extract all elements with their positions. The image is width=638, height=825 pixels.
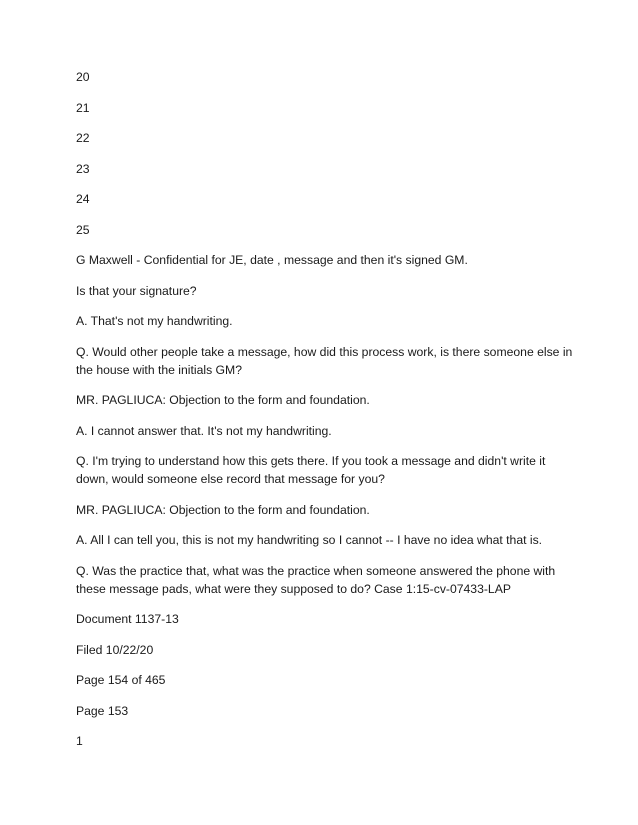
transcript-statement: G Maxwell - Confidential for JE, date , message and then it's signed GM.	[76, 253, 468, 267]
transcript-objection: MR. PAGLIUCA: Objection to the form and foundation.	[76, 502, 370, 517]
line-number-20: 20	[76, 70, 90, 84]
page-number: Page 153	[76, 703, 129, 718]
line-number-25: 25	[76, 222, 90, 237]
transcript-question: Q. I'm trying to understand how this gets there. If you took a message and didn't write it down, would someone else record that message for you?	[76, 454, 546, 486]
transcript-question: Is that your signature?	[76, 283, 197, 298]
transcript-answer: A. All I can tell you, this is not my handwriting so I cannot -- I have no idea what that is.	[76, 533, 543, 547]
line-number-22: 22	[76, 131, 90, 145]
line-number-24: 24	[76, 192, 90, 206]
document-number: Document 1137-13	[76, 612, 179, 626]
line-number-23: 23	[76, 161, 90, 176]
line-number-1: 1	[76, 734, 83, 748]
document-page	[76, 68, 576, 763]
transcript-question: Q. Would other people take a message, how did this process work, is there someone else in the house with the initials GM?	[76, 344, 573, 377]
line-number-21: 21	[76, 100, 90, 115]
transcript-objection: MR. PAGLIUCA: Objection to the form and foundation.	[76, 393, 370, 407]
page-of-total: Page 154 of 465	[76, 673, 166, 687]
transcript-answer: A. I cannot answer that. It's not my handwriting.	[76, 423, 332, 438]
transcript-question: Q. Was the practice that, what was the practice when someone answered the phone with these message pads, what were they supposed to do? Case 1:15-cv-07433-LAP	[76, 563, 556, 596]
transcript-answer: A. That's not my handwriting.	[76, 314, 233, 328]
filed-date: Filed 10/22/20	[76, 642, 154, 657]
